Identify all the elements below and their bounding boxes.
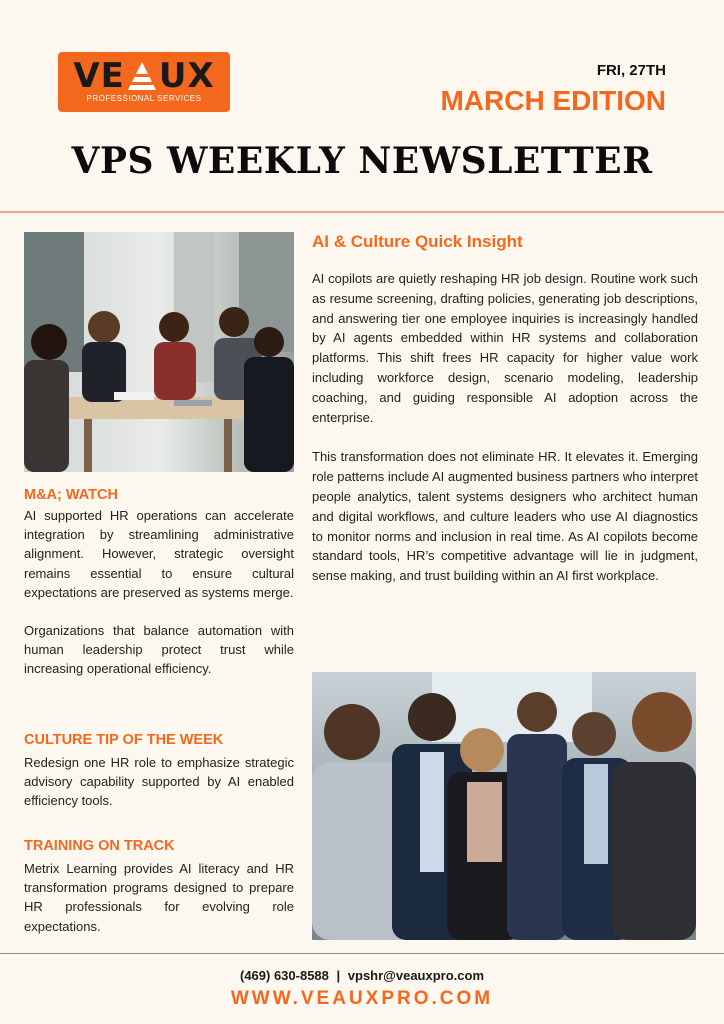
meeting-photo <box>24 232 294 472</box>
company-logo <box>58 52 230 112</box>
logo-wordmark <box>58 52 230 96</box>
training-text: Metrix Learning provides AI literacy and HR transformation programs designed to prepare HR professionals for evolving role expectations. <box>24 861 294 934</box>
logo-tagline: PROFESSIONAL SERVICES <box>86 94 202 103</box>
newsletter-title: VPS WEEKLY NEWSLETTER <box>71 140 653 182</box>
ma-watch-heading: M&A; WATCH <box>24 487 118 503</box>
edition-date: FRI, 27TH <box>596 62 666 79</box>
footer-divider <box>0 953 724 954</box>
footer-contact <box>0 968 724 983</box>
ai-culture-paragraph-2: This transformation does not eliminate HR. It elevates it. Emerging role patterns include AI augmented business partners who interpret people analytics, talent systems designers who architect human and digital workflows, and culture leaders who use AI diagnostics to monitor norms and inclusion in real time. As AI copilots become standard tools, HR’s competitive advantage will lie in judgment, sense making, and trust building within an AI first workplace. <box>312 449 698 584</box>
ai-culture-paragraph-1: AI copilots are quietly reshaping HR job design. Routine work such as resume screening, drafting policies, generating job descriptions, and answering tier one employee inquiries is increasingly handled by AI agents embedded within HR systems and collaboration platforms. This shift frees HR capacity for higher value work including workforce design, scenario modeling, leadership coaching, and guiding responsible AI adoption across the enterprise. <box>312 271 698 425</box>
training-section <box>24 838 294 936</box>
logo-a-triangle-icon <box>127 60 157 92</box>
ma-watch-paragraph-1: AI supported HR operations can accelerate integration by streamlining administrative alignment. However, strategic oversight remains essential to ensure cultural expectations are preserved as systems merge. <box>24 508 294 600</box>
footer-phone[interactable]: (469) 630-8588 <box>239 968 329 983</box>
ma-watch-paragraph-2: Organizations that balance automation with human leadership protect trust while increasing operational efficiency. <box>24 623 294 677</box>
edition-title: MARCH EDITION <box>440 85 666 116</box>
logo-text-right: UX <box>158 56 215 96</box>
ai-culture-insight-section <box>312 232 698 586</box>
ma-watch-section <box>24 487 294 679</box>
footer-email[interactable]: vpshr@veauxpro.com <box>347 968 485 983</box>
culture-tip-text: Redesign one HR role to emphasize strategic advisory capability supported by AI enabled efficiency tools. <box>24 755 294 809</box>
header-divider <box>0 211 724 213</box>
culture-tip-section <box>24 732 294 811</box>
networking-photo <box>312 672 696 940</box>
training-heading: TRAINING ON TRACK <box>24 838 175 854</box>
culture-tip-heading: CULTURE TIP OF THE WEEK <box>24 732 224 748</box>
ai-culture-heading: AI & Culture Quick Insight <box>312 232 523 251</box>
footer-website-link[interactable]: WWW.VEAUXPRO.COM <box>230 988 494 1009</box>
logo-text-left: VE <box>73 56 125 96</box>
footer-separator: | <box>336 968 341 983</box>
